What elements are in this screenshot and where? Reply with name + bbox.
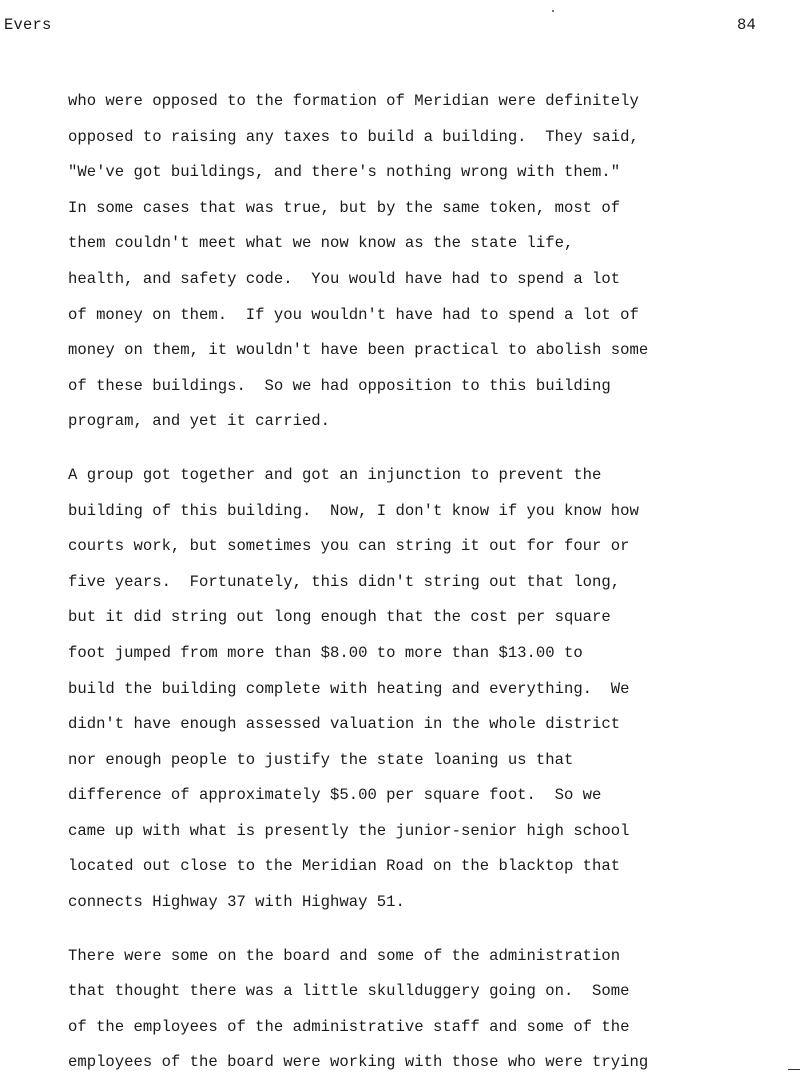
text-line: foot jumped from more than $8.00 to more than $13.00 to: [68, 643, 583, 662]
text-line: located out close to the Meridian Road on the blacktop that: [68, 857, 621, 876]
paragraph-2: [68, 458, 768, 921]
paragraph-gap: [68, 921, 768, 939]
header-author-name: Evers: [4, 16, 52, 34]
text-line: of the employees of the administrative staff and some of the: [68, 1017, 630, 1036]
text-line: A group got together and got an injunction to prevent the: [68, 465, 602, 484]
text-line: build the building complete with heating and everything. We: [68, 679, 630, 698]
text-line: In some cases that was true, but by the same token, most of: [68, 198, 621, 217]
page-number: 84: [736, 16, 756, 34]
transcript-body: [68, 84, 768, 1081]
text-line: program, and yet it carried.: [68, 412, 331, 431]
text-line: nor enough people to justify the state loaning us that: [68, 750, 574, 769]
text-line: didn't have enough assessed valuation in the whole district: [68, 715, 621, 734]
text-line: of these buildings. So we had opposition to this building: [68, 376, 611, 395]
text-line: money on them, it wouldn't have been practical to abolish some: [68, 341, 649, 360]
text-line: them couldn't meet what we now know as the state life,: [68, 234, 574, 253]
paragraph-1: [68, 84, 768, 440]
text-line: came up with what is presently the junior-senior high school: [68, 821, 630, 840]
text-line: difference of approximately $5.00 per square foot. So we: [68, 786, 602, 805]
text-line: employees of the board were working with those who were trying: [68, 1053, 649, 1072]
text-line: building of this building. Now, I don't know if you know how: [68, 501, 639, 520]
text-line: five years. Fortunately, this didn't string out that long,: [68, 572, 621, 591]
text-line: of money on them. If you wouldn't have had to spend a lot of: [68, 305, 639, 324]
text-line: "We've got buildings, and there's nothing wrong with them.": [68, 163, 621, 182]
scan-speck: [552, 10, 554, 12]
text-line: courts work, but sometimes you can string it out for four or: [68, 537, 630, 556]
paragraph-3: [68, 939, 768, 1081]
text-line: who were opposed to the formation of Meridian were definitely: [68, 92, 639, 110]
text-line: health, and safety code. You would have had to spend a lot: [68, 269, 621, 288]
text-line: There were some on the board and some of the administration: [68, 946, 621, 965]
text-line: connects Highway 37 with Highway 51.: [68, 893, 405, 912]
paragraph-gap: [68, 440, 768, 458]
scan-edge-mark: [788, 1069, 800, 1070]
text-line: but it did string out long enough that the cost per square: [68, 608, 611, 627]
text-line: opposed to raising any taxes to build a building. They said,: [68, 127, 639, 146]
text-line: that thought there was a little skullduggery going on. Some: [68, 982, 630, 1001]
page-header: [0, 12, 800, 36]
